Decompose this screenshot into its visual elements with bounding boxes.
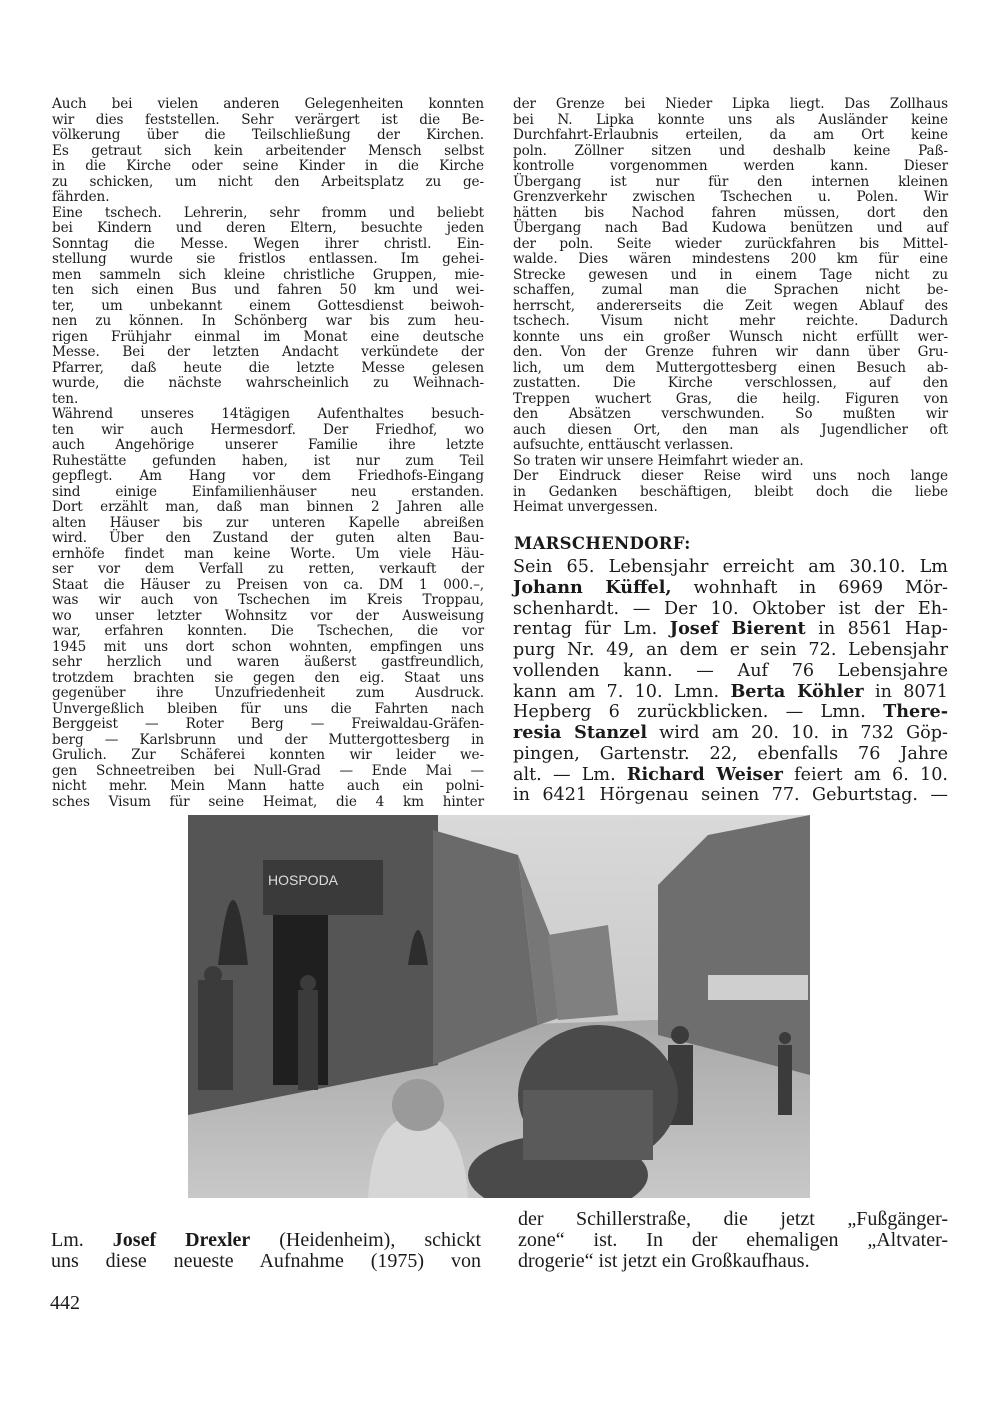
text-segment: 1945 mit uns dort schon wohnten, empfingen uns <box>52 638 484 655</box>
text-segment: Grulich. Zur Schäferei konnten wir leider we- <box>52 747 484 763</box>
text-segment: Sein 65. Lebensjahr erreicht am 30.10. Lm <box>513 557 948 577</box>
birthday-notes <box>513 557 948 806</box>
text-segment: bei Kindern und deren Eltern, besuchte jeden <box>52 220 484 236</box>
text-segment: Eine tschech. Lehrerin, sehr fromm und beliebt <box>52 204 484 221</box>
text-line <box>513 723 948 744</box>
text-line <box>52 593 484 609</box>
text-line <box>513 785 948 806</box>
text-line <box>52 423 484 439</box>
text-segment: wohnhaft in 6969 Mör- <box>671 577 948 598</box>
text-line <box>52 686 484 702</box>
text-line <box>513 438 948 454</box>
text-segment: Übergang nach Bad Kudowa benützen und auf <box>513 220 948 236</box>
text-line <box>513 661 948 682</box>
right-text-column <box>513 97 948 516</box>
text-line <box>513 744 948 765</box>
bold-name: resia Stanzel <box>513 722 648 743</box>
text-line <box>513 640 948 661</box>
text-segment: So traten wir unsere Heimfahrt wieder an. <box>513 452 804 469</box>
left-text-column <box>52 97 484 810</box>
text-line <box>52 516 484 532</box>
text-line <box>518 1209 948 1230</box>
text-segment: uns diese neueste Aufnahme (1975) von <box>51 1250 481 1272</box>
text-line <box>513 128 948 144</box>
text-segment: Sonntag die Messe. Wegen ihrer christl. Ein- <box>52 235 484 252</box>
text-line <box>52 97 484 113</box>
text-segment: rigen Frühjahr einmal im Monat eine deutsche <box>52 328 484 345</box>
text-line <box>52 159 484 175</box>
text-line <box>52 206 484 222</box>
text-segment: konnte uns ein großer Wunsch nicht erfüllt wer- <box>513 328 948 345</box>
text-line <box>513 345 948 361</box>
text-line <box>52 221 484 237</box>
text-segment: zustatten. Die Kirche verschlossen, auf den <box>513 375 948 391</box>
text-line <box>52 392 484 408</box>
text-line <box>52 190 484 206</box>
text-line <box>513 361 948 377</box>
text-line <box>51 1230 481 1251</box>
text-line <box>513 599 948 620</box>
text-line <box>52 299 484 315</box>
text-segment: sches Visum für seine Heimat, die 4 km hinter <box>52 793 484 810</box>
text-segment: ten wir auch Hermesdorf. Der Friedhof, wo <box>52 421 484 438</box>
text-line <box>52 547 484 563</box>
text-segment: Der Eindruck dieser Reise wird uns noch lange <box>513 468 948 484</box>
bold-name: Josef Bierent <box>669 618 806 640</box>
text-line <box>52 531 484 547</box>
text-segment: wird. Über den Zustand der guten alten Bau- <box>52 530 484 546</box>
text-segment: wir dies feststellen. Sehr verärgert ist die Be- <box>52 111 484 128</box>
text-line <box>513 299 948 315</box>
text-line <box>52 314 484 330</box>
text-segment: ten sich einen Bus und fahren 50 km und wei- <box>52 282 484 298</box>
text-line <box>513 144 948 160</box>
text-segment: ernhöfe findet man keine Worte. Um viele Häu- <box>52 545 484 562</box>
text-segment: Messe. Bei der letzten Andacht verkündete der <box>52 344 484 360</box>
text-line <box>513 765 948 786</box>
text-segment: in 8071 <box>863 681 948 702</box>
text-segment: hätten bis Nachod fahren müssen, dort den <box>513 204 948 221</box>
text-segment: was wir auch von Tschechen im Kreis Troppau, <box>52 592 484 608</box>
text-line <box>513 407 948 423</box>
text-segment: sehr herzlich und waren äußerst gastfreundlich, <box>52 654 484 670</box>
text-segment: vollenden kann. — Auf 76 Lebensjahre <box>513 660 948 681</box>
text-line <box>52 671 484 687</box>
text-segment: Hepberg 6 zurückblicken. — Lmn. <box>513 702 884 723</box>
text-segment: Dort erzählt man, daß man binnen 2 Jahren alle <box>52 499 484 515</box>
text-segment: ten. <box>52 390 79 407</box>
text-line <box>52 407 484 423</box>
text-line <box>52 733 484 749</box>
text-line <box>52 469 484 485</box>
text-segment: wird am 20. 10. in 732 Göp- <box>647 723 948 743</box>
text-segment: trotzdem brachten sie gegen den eig. Staat uns <box>52 669 484 686</box>
text-line <box>52 655 484 671</box>
text-line <box>51 1251 481 1272</box>
text-line <box>52 624 484 640</box>
text-line <box>52 485 484 501</box>
text-line <box>513 485 948 501</box>
text-segment: nen zu können. In Schönberg war bis zum heu- <box>52 313 484 329</box>
text-line <box>513 206 948 222</box>
text-line <box>52 283 484 299</box>
text-segment: Übergang ist nur für den internen kleinen <box>513 173 948 190</box>
text-line <box>52 609 484 625</box>
text-line <box>513 702 948 723</box>
text-segment: wurde, die nächste wahrscheinlich zu Weihnach- <box>52 375 484 391</box>
text-segment: herrscht, andererseits die Zeit wegen Ablauf des <box>513 297 948 314</box>
text-segment: Während unseres 14tägigen Aufenthaltes besuch- <box>52 406 484 422</box>
text-line <box>513 113 948 129</box>
text-segment: Grenzverkehr zwischen Tschechen u. Polen. Wir <box>513 189 948 205</box>
text-segment: gepflegt. Am Hang vor dem Friedhofs-Eingang <box>52 468 484 484</box>
text-segment: Lm. <box>51 1229 113 1251</box>
text-segment: der Grenze bei Nieder Lipka liegt. Das Zollhaus <box>513 96 948 112</box>
text-segment: lich, um dem Muttergottesberg einen Besuch ab- <box>513 359 948 376</box>
text-segment: schaffen, zumal man die Sprachen nicht be- <box>513 282 948 298</box>
text-segment: poln. Zöllner sitzen und deshalb keine Paß- <box>513 142 948 159</box>
text-line <box>52 361 484 377</box>
text-line <box>52 268 484 284</box>
text-line <box>52 438 484 454</box>
text-segment: walde. Dies wären mindestens 200 km für eine <box>513 251 948 267</box>
text-segment: den Absätzen verschwunden. So mußten wir <box>513 406 948 422</box>
text-line <box>513 221 948 237</box>
text-line <box>52 640 484 656</box>
text-segment: in Gedanken beschäftigen, bleibt doch die liebe <box>513 483 948 500</box>
text-line <box>513 392 948 408</box>
text-line <box>513 283 948 299</box>
text-segment: Berggeist — Roter Berg — Freiwaldau-Gräfen- <box>52 716 484 732</box>
text-line <box>518 1251 948 1272</box>
text-line <box>513 578 948 599</box>
text-line <box>52 562 484 578</box>
text-segment: zone“ ist. In der ehemaligen „Altvater- <box>518 1229 948 1251</box>
text-segment: Durchfahrt-Erlaubnis erteilen, da am Ort keine <box>513 127 948 143</box>
text-line <box>513 454 948 470</box>
text-segment: gen Schneetreiben bei Null-Grad — Ende Mai — <box>52 762 484 779</box>
text-segment: ser vor dem Verfall zu retten, verkauft der <box>52 561 484 577</box>
text-segment: Treppen wuchert Gras, die heilg. Figuren von <box>513 390 948 407</box>
bold-name: Richard Weiser <box>626 763 783 785</box>
text-segment: aufsuchte, enttäuscht verlassen. <box>513 437 734 453</box>
text-line <box>513 314 948 330</box>
text-line <box>52 748 484 764</box>
photo-caption-right <box>518 1209 948 1272</box>
text-line <box>513 252 948 268</box>
text-segment: feiert am 6. 10. <box>782 764 948 785</box>
text-segment: der Schillerstraße, die jetzt „Fußgänger- <box>518 1208 948 1230</box>
text-segment: tschech. Visum nicht mehr reichte. Dadurch <box>513 313 948 329</box>
text-line <box>52 717 484 733</box>
page-number: 442 <box>50 1292 80 1314</box>
text-segment: Pfarrer, daß heute die letzte Messe gelesen <box>52 359 484 376</box>
text-line <box>513 423 948 439</box>
text-line <box>513 557 948 578</box>
text-segment: Heimat unvergessen. <box>513 499 658 515</box>
text-segment: sind einige Einfamilienhäuser neu erstanden. <box>52 483 484 500</box>
text-segment: bei N. Lipka konnte uns als Ausländer keine <box>513 111 948 128</box>
text-segment: in die Kirche oder seine Kinder in die Kirche <box>52 158 484 174</box>
text-line <box>513 97 948 113</box>
text-line <box>518 1230 948 1251</box>
text-segment: in 8561 Hap- <box>805 619 949 640</box>
text-segment: war, erfahren konnten. Die Tschechen, die vor <box>52 623 484 639</box>
text-segment: kontrolle vorgenommen werden kann. Dieser <box>513 158 948 174</box>
text-line <box>513 682 948 703</box>
text-segment: purg Nr. 49, an dem er sein 72. Lebensjahr <box>513 640 948 660</box>
text-line <box>513 237 948 253</box>
text-line <box>52 144 484 160</box>
text-line <box>513 619 948 640</box>
text-segment: (Heidenheim), schickt <box>250 1229 481 1251</box>
text-segment: Strecke gewesen und in einem Tage nicht zu <box>513 266 948 283</box>
bold-name: Berta Köhler <box>730 680 864 702</box>
text-line <box>513 175 948 191</box>
text-line <box>513 500 948 516</box>
text-line <box>52 764 484 780</box>
street-photo <box>188 815 810 1198</box>
text-line <box>513 469 948 485</box>
text-segment: men sammeln sich kleine christliche Gruppen, mie- <box>52 266 484 283</box>
bold-name: Johann Küffel, <box>513 576 672 598</box>
text-segment: Es getraut sich kein arbeitender Mensch selbst <box>52 142 484 159</box>
text-segment: stellung wurde sie fristlos entlassen. Im gehei- <box>52 251 484 267</box>
text-segment: Staat die Häuser zu Preisen von ca. DM 1 000.–, <box>52 576 484 593</box>
text-segment: auch Angehörige unserer Familie ihre letzte <box>52 437 484 453</box>
text-segment: wo unser letzter Wohnsitz vor der Ausweisung <box>52 607 484 624</box>
text-segment: Unvergeßlich bleiben für uns die Fahrten nach <box>52 700 484 717</box>
text-segment: pingen, Gartenstr. 22, ebenfalls 76 Jahre <box>513 743 948 764</box>
text-segment: völkerung über die Teilschließung der Kirchen. <box>52 127 484 143</box>
text-line <box>52 113 484 129</box>
photo-sign-text: HOSPODA <box>268 872 339 888</box>
text-line <box>52 795 484 811</box>
text-line <box>52 345 484 361</box>
text-segment: in 6421 Hörgenau seinen 77. Geburtstag. — <box>513 785 948 806</box>
text-line <box>513 268 948 284</box>
text-segment: alt. — Lm. <box>513 764 627 785</box>
text-segment: drogerie“ ist jetzt ein Großkaufhaus. <box>518 1250 810 1272</box>
text-segment: berg — Karlsbrunn und der Muttergottesberg in <box>52 731 484 748</box>
text-line <box>52 779 484 795</box>
text-line <box>513 159 948 175</box>
section-heading: MARSCHENDORF: <box>514 534 691 553</box>
text-line <box>52 702 484 718</box>
text-line <box>52 237 484 253</box>
bold-name: Josef Drexler <box>112 1229 251 1251</box>
text-segment: alten Häuser bis zur unteren Kapelle abreißen <box>52 514 484 531</box>
text-line <box>513 376 948 392</box>
text-segment: rentag für Lm. <box>513 619 670 640</box>
text-line <box>52 330 484 346</box>
text-segment: Auch bei vielen anderen Gelegenheiten konnten <box>52 96 484 112</box>
text-line <box>52 252 484 268</box>
text-line <box>52 500 484 516</box>
text-line <box>52 128 484 144</box>
text-segment: Ruhestätte gefunden haben, ist nur zum Teil <box>52 452 484 469</box>
text-segment: der poln. Seite wieder zurückfahren bis Mittel- <box>513 235 948 252</box>
text-line <box>513 330 948 346</box>
text-segment: gegenüber ihre Unzufriedenheit zum Ausdruck. <box>52 685 484 701</box>
text-line <box>52 578 484 594</box>
bold-name: There- <box>883 701 948 723</box>
text-line <box>52 376 484 392</box>
photo-caption-left <box>51 1230 481 1272</box>
text-segment: den. Von der Grenze fuhren wir dann über Gru- <box>513 344 948 360</box>
text-segment: zu schicken, um nicht den Arbeitsplatz zu ge- <box>52 173 484 190</box>
text-segment: nicht mehr. Mein Mann hatte auch ein polni- <box>52 778 484 794</box>
text-line <box>52 175 484 191</box>
text-segment: auch diesen Ort, den man als Jugendlicher oft <box>513 421 948 438</box>
text-line <box>52 454 484 470</box>
text-segment: schenhardt. — Der 10. Oktober ist der Eh- <box>513 598 948 619</box>
text-segment: ter, um unbekannt einem Gottesdienst beiwoh- <box>52 297 484 314</box>
text-segment: kann am 7. 10. Lmn. <box>513 681 731 702</box>
text-line <box>513 190 948 206</box>
text-segment: fährden. <box>52 189 110 205</box>
